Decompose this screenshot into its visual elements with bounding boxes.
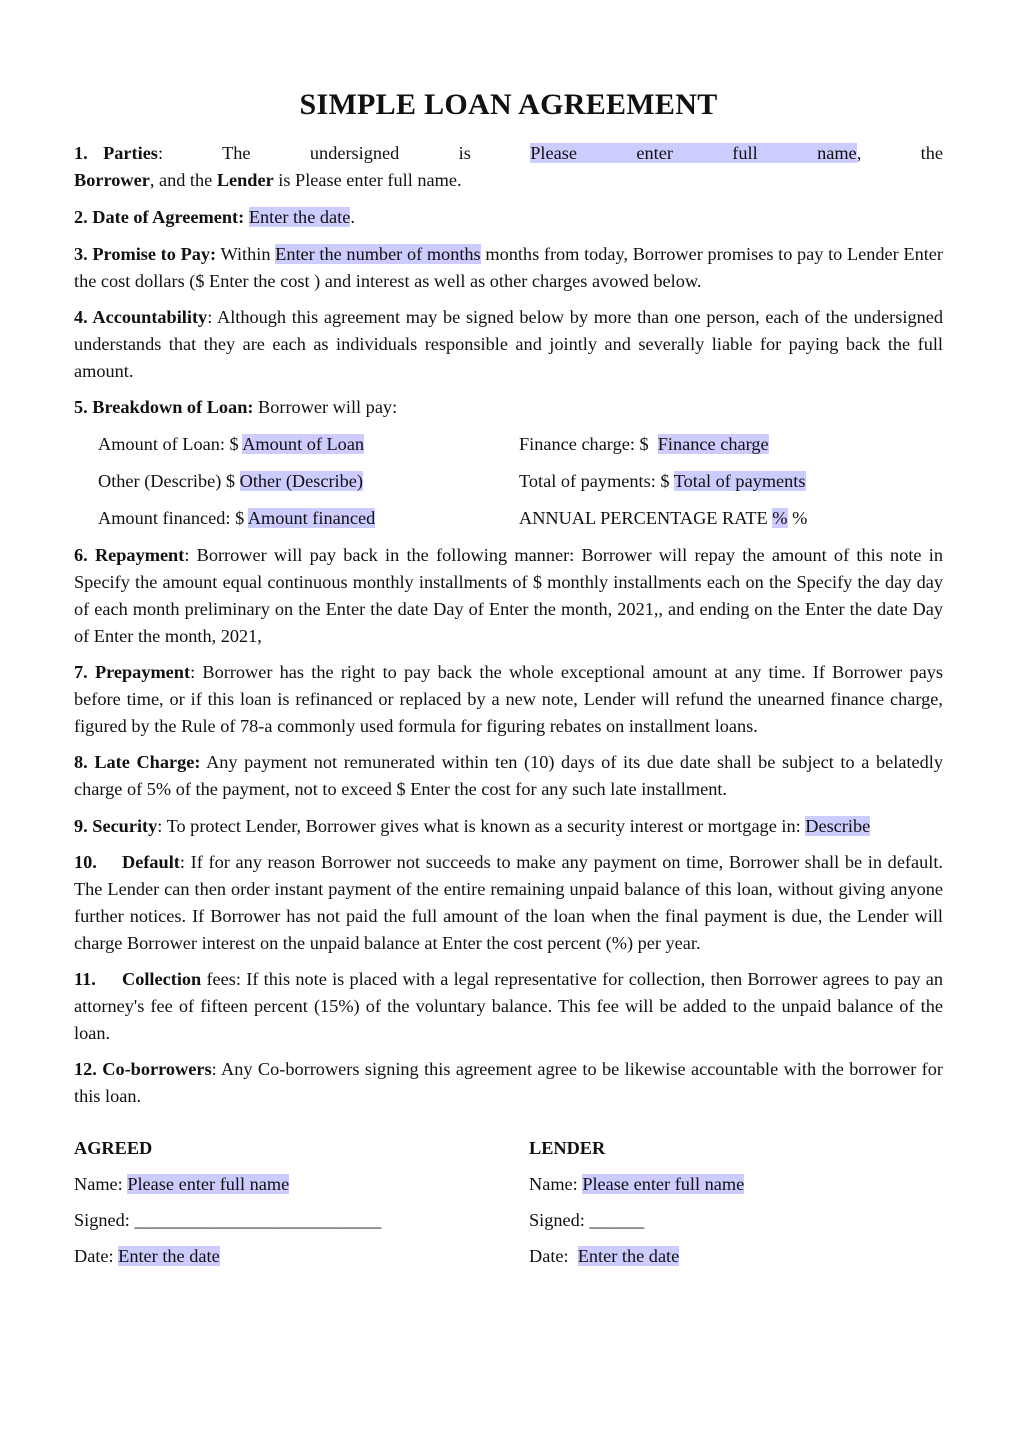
agreed-name-row: Name: Please enter full name [74,1174,290,1194]
agreed-heading: AGREED [74,1138,153,1158]
number-of-months-field[interactable]: Enter the number of months [275,244,481,264]
section-date-of-agreement: 2. Date of Agreement: Enter the date. [74,207,355,227]
section-label: Collection [122,969,202,989]
section-security: 9. Security: To protect Lender, Borrower gives what is known as a security interest or mortgage in: Describe [74,816,871,836]
lender-heading: LENDER [529,1138,606,1158]
amount-of-loan-field[interactable]: Amount of Loan [242,434,365,454]
breakdown-row: Amount financed: $ Amount financed [98,508,376,528]
section-prepayment: 7. Prepayment: Borrower has the right to pay back the whole exceptional amount at any time. If Borrower pays before time, or if this loan is refinanced or replaced by a new note, Lender will refund the unearned finance charge, figured by the Rule of 78-a commonly used formula for figuring rebates on installment loans. [74,662,943,736]
section-label: 4. Accountability [74,307,208,327]
breakdown-row: Total of payments: $ Total of payments [519,471,806,491]
security-describe-field[interactable]: Describe [805,816,871,836]
lender-date-field[interactable]: Enter the date [577,1246,680,1266]
lender-name-row: Name: Please enter full name [529,1174,745,1194]
lender-name-field[interactable]: Please enter full name [582,1174,745,1194]
agreed-signed-row: Signed: ___________________________ [74,1210,382,1230]
section-co-borrowers: 12. Co-borrowers: Any Co-borrowers signing this agreement agree to be likewise accountable with the borrower for this loan. [74,1059,943,1106]
section-promise-to-pay: 3. Promise to Pay: Within Enter the number of months months from today, Borrower promises to pay to Lender Enter the cost dollars ($ Enter the cost ) and interest as well as other charges avowed below. [74,244,943,291]
breakdown-row: ANNUAL PERCENTAGE RATE % % [519,508,808,528]
section-label: Default [122,852,180,872]
section-parties: 1. Parties: The undersigned is Please enter full name, the Borrower, and the Lender is Please enter full name. [74,143,943,190]
other-describe-field[interactable]: Other (Describe) [239,471,363,491]
agreed-date-row: Date: Enter the date [74,1246,220,1266]
breakdown-row: Other (Describe) $ Other (Describe) [98,471,363,491]
section-label: 5. Breakdown of Loan: [74,397,254,417]
borrower-name-field[interactable]: Please enter full name [530,143,857,163]
document-title: SIMPLE LOAN AGREEMENT [299,88,718,121]
breakdown-row: Amount of Loan: $ Amount of Loan [98,434,365,454]
agreed-signature-line[interactable]: ___________________________ [134,1210,382,1230]
agreed-name-field[interactable]: Please enter full name [127,1174,290,1194]
agreed-date-field[interactable]: Enter the date [118,1246,220,1266]
total-of-payments-field[interactable]: Total of payments [673,471,806,491]
lender-date-row: Date: Enter the date [529,1246,680,1266]
section-default: 10. Default: If for any reason Borrower not succeeds to make any payment on time, Borrower shall be in default. The Lender can then order instant payment of the entire remaining unpaid balance of this loan, without giving anyone further notices. If Borrower has not paid the full amount of the loan when the final payment is due, the Lender will charge Borrower interest on the unpaid balance at Enter the cost percent (%) per year. [74,852,943,953]
section-label: 9. Security [74,816,158,836]
amount-financed-field[interactable]: Amount financed [247,508,376,528]
apr-field[interactable]: % [772,508,788,528]
section-label: 3. Promise to Pay: [74,244,217,264]
section-label: 7. Prepayment [74,662,191,682]
lender-signature-line[interactable]: ______ [589,1210,645,1230]
agreement-date-field[interactable]: Enter the date [248,207,351,227]
section-label: 1. Parties [74,143,158,163]
section-label: 12. Co-borrowers [74,1059,212,1079]
breakdown-row: Finance charge: $ Finance charge [519,434,769,454]
lender-signed-row: Signed: ______ [529,1210,645,1230]
section-repayment: 6. Repayment: Borrower will pay back in the following manner: Borrower will repay the amount of this note in Specify the amount equal continuous monthly installments of $ monthly installments each on the Specify the day day of each month preliminary on the Enter the date Day of Enter the month, 2021,, and ending on the Enter the date Day of Enter the month, 2021, [74,545,943,646]
section-accountability: 4. Accountability: Although this agreement may be signed below by more than one person, each of the undersigned understands that they are each as individuals responsible and jointly and severally liable for paying back the full amount. [74,307,943,381]
section-label: 2. Date of Agreement: [74,207,245,227]
section-collection-fees: 11. Collection fees: If this note is placed with a legal representative for collection, then Borrower agrees to pay an attorney's fee of fifteen percent (15%) of the voluntary balance. This fee will be added to the unpaid balance of the loan. [74,969,943,1043]
finance-charge-field[interactable]: Finance charge [657,434,769,454]
section-late-charge: 8. Late Charge: Any payment not remunerated within ten (10) days of its due date shall be subject to a belatedly charge of 5% of the payment, not to exceed $ Enter the cost for any such late installment. [74,752,943,799]
section-breakdown-of-loan: 5. Breakdown of Loan: Borrower will pay: [74,397,398,417]
section-label: 8. Late Charge: [74,752,201,772]
section-label: 6. Repayment [74,545,185,565]
